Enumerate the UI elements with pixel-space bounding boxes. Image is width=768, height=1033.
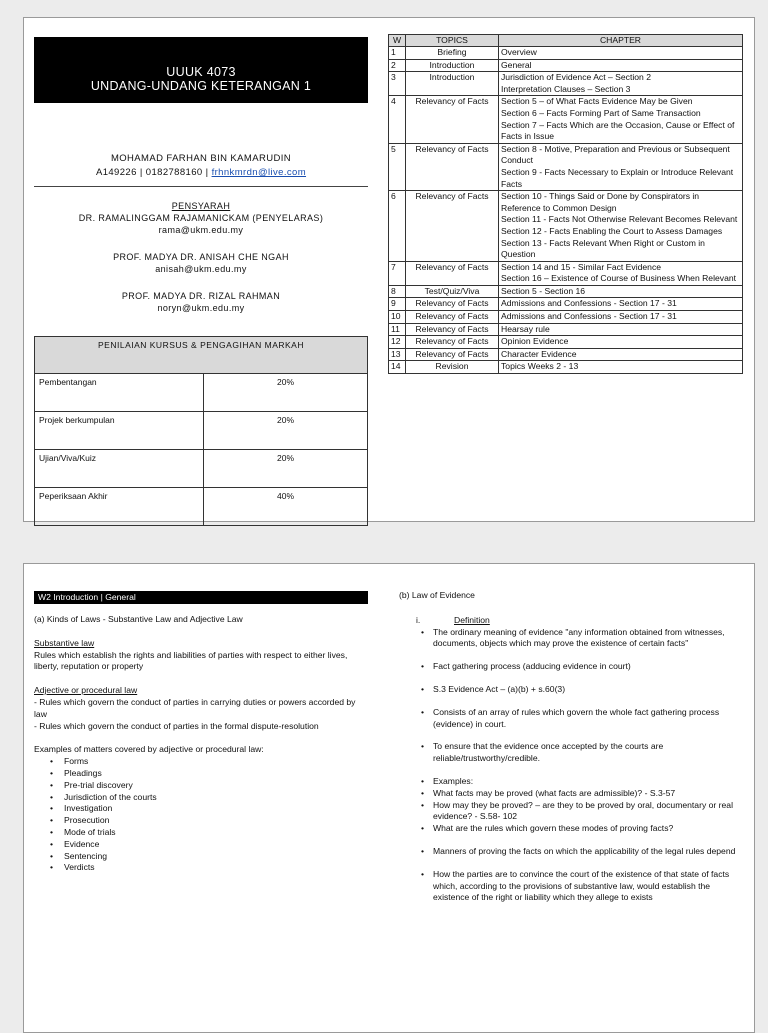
table-row (35, 412, 368, 450)
chapter-line: Overview (501, 47, 537, 57)
chapter-cell (499, 285, 743, 298)
week-cell: 2 (389, 59, 406, 72)
section-header: W2 Introduction | General (34, 591, 368, 604)
assessment-heading: PENILAIAN KURSUS & PENGAGIHAN MARKAH (35, 337, 368, 374)
table-row (389, 143, 743, 190)
chapter-line: Interpretation Clauses – Section 3 (501, 83, 631, 94)
list-item: • How the parties are to convince the court of the existence of that state of facts which, according to the provisions of substantive law, would establish the existence of the right or liability which they allege to exists (421, 869, 739, 904)
lecturer-name: PROF. MADYA DR. ANISAH CHE NGAH (113, 252, 289, 262)
week-cell: 1 (389, 47, 406, 60)
course-title-box (34, 37, 368, 103)
student-name: MOHAMAD FARHAN BIN KAMARUDIN (110, 153, 292, 164)
topic-cell: Relevancy of Facts (406, 96, 499, 143)
list-item: • Manners of proving the facts on which the applicability of the legal rules depend (421, 846, 739, 858)
chapter-line: Section 12 - Facts Enabling the Court to Assess Damages (501, 225, 723, 236)
document-page-2 (23, 563, 755, 1033)
chapter-line: Jurisdiction of Evidence Act – Section 2 (501, 72, 651, 83)
assessment-percent: 40% (204, 488, 368, 526)
list-item: • What facts may be proved (what facts are admissible)? - S.3-57 (421, 788, 739, 800)
substantive-title: Substantive law (34, 637, 95, 648)
list-item: • Pleadings (52, 768, 368, 780)
topic-cell: Relevancy of Facts (406, 298, 499, 311)
topic-cell: Relevancy of Facts (406, 311, 499, 324)
lecturer-email: rama@ukm.edu.my (158, 225, 244, 235)
kinds-title: (a) Kinds of Laws - Substantive Law and Adjective Law (34, 614, 243, 624)
table-row (389, 336, 743, 349)
chapter-line: Admissions and Confessions - Section 17 - 31 (501, 298, 677, 309)
schedule-table (388, 34, 743, 374)
divider (34, 186, 368, 187)
adjective-rule: - Rules which govern the conduct of parties in carrying duties or powers accorded by law (34, 696, 356, 719)
schedule-body (389, 47, 743, 374)
topic-cell: Relevancy of Facts (406, 191, 499, 262)
table-row (35, 450, 368, 488)
list-item: • What are the rules which govern these modes of proving facts? (421, 823, 739, 835)
week-cell: 13 (389, 348, 406, 361)
topic-cell: Relevancy of Facts (406, 323, 499, 336)
left-column (34, 614, 368, 874)
adjective-title: Adjective or procedural law (34, 685, 138, 696)
week-cell: 4 (389, 96, 406, 143)
table-row (35, 488, 368, 526)
chapter-cell (499, 361, 743, 374)
week-cell: 7 (389, 261, 406, 285)
lecturers-section (34, 200, 368, 329)
table-row (389, 298, 743, 311)
table-row (389, 72, 743, 96)
chapter-line: Section 9 - Facts Necessary to Explain or Introduce Relevant Facts (501, 166, 734, 189)
topic-cell: Briefing (406, 47, 499, 60)
assessment-item: Pembentangan (35, 374, 204, 412)
week-cell: 14 (389, 361, 406, 374)
week-cell: 12 (389, 336, 406, 349)
chapter-cell (499, 72, 743, 96)
chapter-line: Opinion Evidence (501, 336, 569, 347)
assessment-item: Ujian/Viva/Kuiz (35, 450, 204, 488)
chapter-line: Section 11 - Facts Not Otherwise Relevant Becomes Relevant (501, 214, 738, 225)
examples-list (34, 756, 368, 874)
lecturer-entry (34, 212, 368, 236)
list-item: • To ensure that the evidence once accepted by the courts are reliable/trustworthy/credible. (421, 741, 739, 765)
chapter-line: Section 5 – of What Facts Evidence May be Given (501, 96, 693, 107)
col-chapter: CHAPTER (499, 35, 743, 47)
chapter-line: Admissions and Confessions - Section 17 - 31 (501, 311, 677, 322)
chapter-line: Section 13 - Facts Relevant When Right or Custom in Question (501, 237, 705, 260)
list-item: • Evidence (52, 839, 368, 851)
week-cell: 5 (389, 143, 406, 190)
assessment-item: Peperiksaan Akhir (35, 488, 204, 526)
table-row (389, 59, 743, 72)
student-id: A149226 (95, 167, 137, 178)
definition-heading (399, 615, 739, 627)
right-column (399, 590, 739, 904)
student-phone: 0182788160 (145, 167, 203, 178)
chapter-cell (499, 348, 743, 361)
chapter-cell (499, 336, 743, 349)
chapter-cell (499, 323, 743, 336)
separator: | (205, 167, 209, 178)
chapter-cell (499, 261, 743, 285)
chapter-cell (499, 311, 743, 324)
lecturers-heading: PENSYARAH (171, 201, 231, 211)
table-row (389, 96, 743, 143)
table-row (389, 261, 743, 285)
list-item: • Forms (52, 756, 368, 768)
table-row (389, 47, 743, 60)
list-item: • How may they be proved? – are they to be proved by oral, documentary or real evidence? - S.58- 102 (421, 800, 739, 824)
course-name: UNDANG-UNDANG KETERANGAN 1 (90, 79, 312, 93)
student-info (34, 152, 368, 180)
chapter-line: Section 8 - Motive, Preparation and Previous or Subsequent Conduct (501, 143, 730, 166)
definition-title: Definition (454, 614, 490, 625)
lecturer-name: DR. RAMALINGGAM RAJAMANICKAM (PENYELARAS) (78, 213, 324, 223)
lecturer-name: PROF. MADYA DR. RIZAL RAHMAN (121, 291, 281, 301)
chapter-line: Section 5 - Section 16 (501, 285, 586, 296)
assessment-percent: 20% (204, 412, 368, 450)
student-contact (34, 166, 368, 180)
assessment-table (34, 336, 368, 526)
document-page-1 (23, 17, 755, 522)
adjective-rule: - Rules which govern the conduct of parties in the formal dispute-resolution (34, 720, 319, 731)
list-item: • Investigation (52, 803, 368, 815)
student-email-link[interactable]: frhnkmrdn@live.com (211, 167, 307, 178)
chapter-line: Section 16 – Existence of Course of Business When Relevant (501, 273, 737, 284)
table-row (389, 191, 743, 262)
lecturer-entry (34, 290, 368, 314)
col-topics: TOPICS (406, 35, 499, 47)
definition-number: i. (416, 614, 421, 625)
list-item: • Consists of an array of rules which govern the whole fact gathering process (evidence) in court. (421, 707, 739, 731)
topic-cell: Introduction (406, 72, 499, 96)
list-item: • Jurisdiction of the courts (52, 792, 368, 804)
week-cell: 11 (389, 323, 406, 336)
table-row (389, 285, 743, 298)
lecturer-email: anisah@ukm.edu.my (155, 264, 247, 274)
table-row (35, 374, 368, 412)
table-row (389, 311, 743, 324)
chapter-cell (499, 191, 743, 262)
topic-cell: Revision (406, 361, 499, 374)
law-of-evidence-title: (b) Law of Evidence (399, 590, 475, 600)
table-row (389, 323, 743, 336)
list-item: • Sentencing (52, 851, 368, 863)
week-cell: 8 (389, 285, 406, 298)
topic-cell: Relevancy of Facts (406, 336, 499, 349)
chapter-cell (499, 47, 743, 60)
assessment-item: Projek berkumpulan (35, 412, 204, 450)
chapter-line: Section 14 and 15 - Similar Fact Evidence (501, 261, 662, 272)
chapter-line: Topics Weeks 2 - 13 (501, 361, 579, 372)
evidence-bullets (399, 627, 739, 905)
week-cell: 6 (389, 191, 406, 262)
course-code: UUUK 4073 (166, 65, 236, 79)
list-item: • Fact gathering process (adducing evidence in court) (421, 661, 739, 673)
chapter-cell (499, 96, 743, 143)
table-row (389, 348, 743, 361)
topic-cell: Relevancy of Facts (406, 261, 499, 285)
chapter-line: Section 10 - Things Said or Done by Conspirators in Reference to Common Design (501, 191, 700, 213)
chapter-cell (499, 143, 743, 190)
assessment-percent: 20% (204, 374, 368, 412)
topic-cell: Introduction (406, 59, 499, 72)
separator: | (139, 167, 143, 178)
list-item: • The ordinary meaning of evidence "any information obtained from witnesses, documents, objects which may prove the existence of certain facts" (421, 627, 739, 651)
chapter-line: Section 6 – Facts Forming Part of Same Transaction (501, 107, 701, 118)
list-item: • S.3 Evidence Act – (a)(b) + s.60(3) (421, 684, 739, 696)
list-item: • Verdicts (52, 862, 368, 874)
lecturer-email: noryn@ukm.edu.my (157, 303, 245, 313)
chapter-line: General (501, 59, 532, 70)
chapter-cell (499, 298, 743, 311)
examples-title: Examples of matters covered by adjective or procedural law: (34, 744, 264, 755)
topic-cell: Test/Quiz/Viva (406, 285, 499, 298)
topic-cell: Relevancy of Facts (406, 143, 499, 190)
assessment-percent: 20% (204, 450, 368, 488)
substantive-text: Rules which establish the rights and liabilities of parties with respect to either lives, liberty, reputation or property (34, 649, 348, 672)
list-item: • Examples: (421, 776, 739, 788)
table-row (389, 361, 743, 374)
col-week: W (389, 35, 406, 47)
list-item: • Mode of trials (52, 827, 368, 839)
list-item: • Prosecution (52, 815, 368, 827)
chapter-line: Section 7 – Facts Which are the Occasion, Cause or Effect of Facts in Issue (501, 119, 735, 142)
week-cell: 10 (389, 311, 406, 324)
chapter-line: Character Evidence (501, 348, 577, 359)
list-item: • Pre-trial discovery (52, 780, 368, 792)
lecturer-entry (34, 251, 368, 275)
week-cell: 3 (389, 72, 406, 96)
topic-cell: Relevancy of Facts (406, 348, 499, 361)
chapter-cell (499, 59, 743, 72)
chapter-line: Hearsay rule (501, 323, 550, 334)
week-cell: 9 (389, 298, 406, 311)
